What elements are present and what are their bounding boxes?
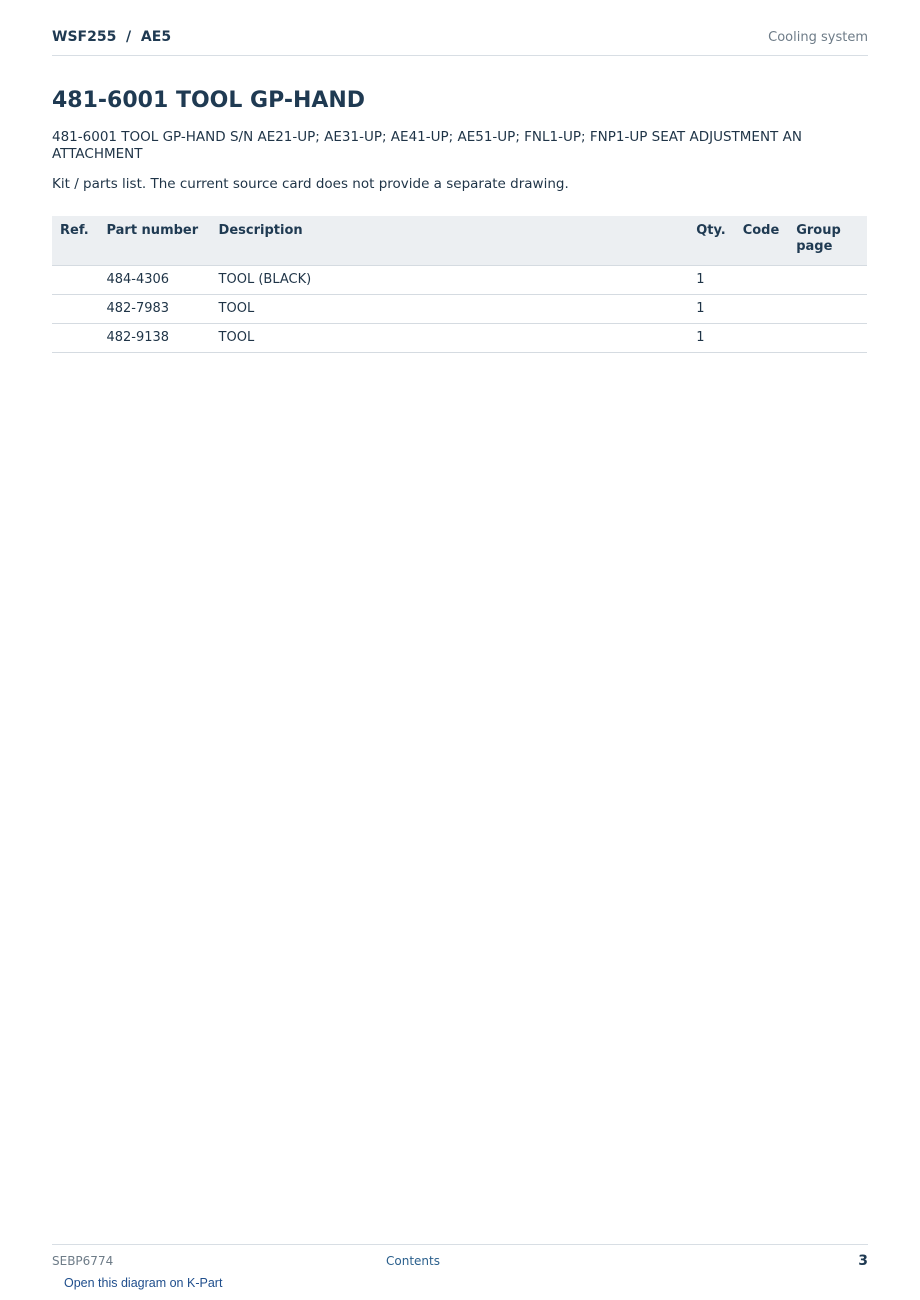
page-number: 3 [858, 1253, 868, 1269]
table-row [52, 324, 867, 353]
cell-group-page [788, 324, 867, 353]
contents-link[interactable]: Contents [386, 1254, 440, 1268]
cell-ref [52, 295, 98, 324]
column-header-ref: Ref. [52, 216, 98, 266]
page-header [52, 28, 868, 56]
column-header-part-number: Part number [98, 216, 210, 266]
cell-group-page [788, 266, 867, 295]
document-id: SEBP6774 [52, 1254, 114, 1268]
table-header-row [52, 216, 867, 266]
cell-part-number: 482-7983 [98, 295, 210, 324]
open-on-kpart-link[interactable]: Open this diagram on K-Part [64, 1276, 223, 1290]
cell-ref [52, 324, 98, 353]
column-header-description: Description [211, 216, 689, 266]
table-row [52, 295, 867, 324]
table-row [52, 266, 867, 295]
column-header-qty: Qty. [688, 216, 734, 266]
cell-description: TOOL (BLACK) [211, 266, 689, 295]
cell-part-number: 482-9138 [98, 324, 210, 353]
page-title: 481-6001 TOOL GP-HAND [52, 88, 366, 113]
parts-table [52, 216, 867, 353]
cell-description: TOOL [211, 295, 689, 324]
column-header-code: Code [735, 216, 789, 266]
page-footer [52, 1244, 868, 1269]
cell-code [735, 324, 789, 353]
cell-qty: 1 [688, 266, 734, 295]
column-header-group-page: Group page [788, 216, 867, 266]
page-subtitle: 481-6001 TOOL GP-HAND S/N AE21-UP; AE31-UP; AE41-UP; AE51-UP; FNL1-UP; FNP1-UP SEAT ADJUSTMENT AN ATTACHMENT [52, 129, 802, 162]
source-note: Kit / parts list. The current source card does not provide a separate drawing. [52, 176, 569, 192]
cell-part-number: 484-4306 [98, 266, 210, 295]
cell-qty: 1 [688, 324, 734, 353]
cell-description: TOOL [211, 324, 689, 353]
section-name: Cooling system [768, 30, 868, 45]
cell-qty: 1 [688, 295, 734, 324]
breadcrumb: WSF255 / AE5 [52, 29, 172, 45]
cell-code [735, 266, 789, 295]
cell-group-page [788, 295, 867, 324]
cell-code [735, 295, 789, 324]
cell-ref [52, 266, 98, 295]
